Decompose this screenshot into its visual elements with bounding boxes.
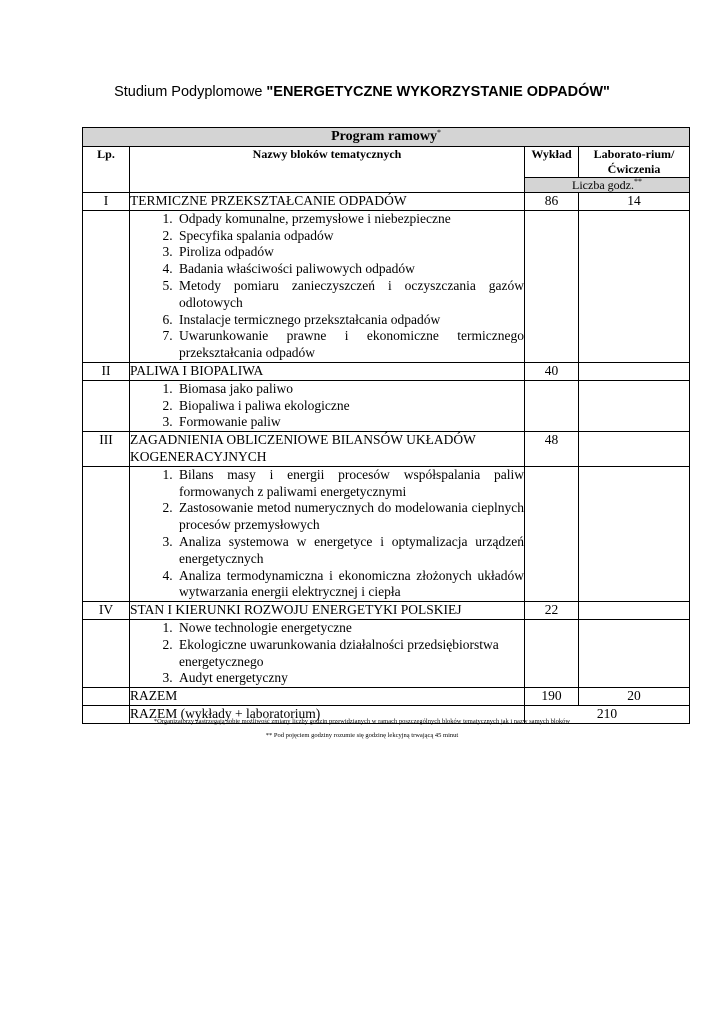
- section-items-cell: [130, 619, 525, 687]
- section-row: [83, 193, 690, 211]
- section-lab: [579, 432, 690, 467]
- empty-cell: [525, 210, 579, 362]
- list-item: 5. Metody pomiaru zanieczyszczeń i oczyszczania gazów odlotowych: [176, 278, 524, 312]
- section-wyklad: 86: [525, 193, 579, 211]
- empty-cell: [579, 210, 690, 362]
- hours-label: Liczba godz.: [572, 178, 634, 192]
- section-lp: III: [83, 432, 130, 467]
- document-title: [0, 84, 724, 100]
- hours-label-mark: **: [633, 177, 642, 186]
- section-items-row: [83, 619, 690, 687]
- empty-cell: [579, 466, 690, 601]
- title-prefix: Studium Podyplomowe: [114, 84, 267, 100]
- header-row: [83, 147, 690, 178]
- empty-cell: [525, 619, 579, 687]
- empty-cell: [83, 380, 130, 431]
- header-lab: Laborato-rium/Ćwiczenia: [579, 147, 690, 178]
- list-item: 4. Analiza termodynamiczna i ekonomiczna złożonych układów wytwarzania energii elektrycznej i ciepła: [176, 568, 524, 602]
- empty-cell: [525, 466, 579, 601]
- program-title: Program ramowy: [331, 129, 437, 144]
- section-lab: 14: [579, 193, 690, 211]
- razem-lab: 20: [579, 688, 690, 706]
- section-items-cell: [130, 380, 525, 431]
- footnote-1: *Organizatorzy zastrzegają sobie możliwość zmiany liczby godzin przewidzianych w ramach poszczególnych bloków tematycznych jak i nazw samych bloków: [153, 718, 571, 725]
- section-lab: [579, 602, 690, 620]
- list-item: 6. Instalacje termicznego przekształcania odpadów: [176, 312, 524, 329]
- section-items-cell: [130, 210, 525, 362]
- empty-cell: [83, 210, 130, 362]
- list-item: 3. Formowanie paliw: [176, 414, 524, 431]
- list-item: 4. Badania właściwości paliwowych odpadów: [176, 261, 524, 278]
- program-title-row: [83, 128, 690, 147]
- list-item: 3. Analiza systemowa w energetyce i optymalizacja urządzeń energetycznych: [176, 534, 524, 568]
- section-name: TERMICZNE PRZEKSZTAŁCANIE ODPADÓW: [130, 193, 525, 211]
- list-item: 1. Biomasa jako paliwo: [176, 381, 524, 398]
- program-title-mark: *: [436, 128, 441, 137]
- section-items-row: [83, 466, 690, 601]
- section-row: [83, 602, 690, 620]
- program-title-cell: [83, 128, 690, 147]
- list-item: 3. Audyt energetyczny: [176, 670, 524, 687]
- empty-cell: [579, 380, 690, 431]
- header-wyklad: Wykład: [525, 147, 579, 178]
- section-wyklad: 48: [525, 432, 579, 467]
- razem-wyklad: 190: [525, 688, 579, 706]
- section-row: [83, 432, 690, 467]
- section-row: [83, 362, 690, 380]
- section-items-row: [83, 210, 690, 362]
- razem-total-value: 210: [525, 705, 690, 723]
- razem-total-label: RAZEM (wykłady + laboratorium): [130, 705, 525, 723]
- list-item: 3. Piroliza odpadów: [176, 244, 524, 261]
- section-items-list: [130, 467, 524, 601]
- section-lp: I: [83, 193, 130, 211]
- section-name: STAN I KIERUNKI ROZWOJU ENERGETYKI POLSKIEJ: [130, 602, 525, 620]
- section-items-list: [130, 211, 524, 362]
- empty-cell: [579, 619, 690, 687]
- razem-row: [83, 688, 690, 706]
- razem-label: RAZEM: [130, 688, 525, 706]
- section-wyklad: 22: [525, 602, 579, 620]
- empty-cell: [83, 619, 130, 687]
- program-table: [82, 127, 690, 724]
- list-item: 7. Uwarunkowanie prawne i ekonomiczne termicznego przekształcania odpadów: [176, 328, 524, 362]
- section-name: PALIWA I BIOPALIWA: [130, 362, 525, 380]
- title-name: "ENERGETYCZNE WYKORZYSTANIE ODPADÓW": [266, 84, 610, 100]
- section-lp: II: [83, 362, 130, 380]
- list-item: 2. Specyfika spalania odpadów: [176, 228, 524, 245]
- list-item: 1. Nowe technologie energetyczne: [176, 620, 524, 637]
- section-lp: IV: [83, 602, 130, 620]
- section-items-list: [130, 620, 524, 687]
- section-items-list: [130, 381, 524, 431]
- empty-cell: [83, 688, 130, 706]
- section-items-row: [83, 380, 690, 431]
- section-name: ZAGADNIENIA OBLICZENIOWE BILANSÓW UKŁADÓW KOGENERACYJNYCH: [130, 432, 525, 467]
- list-item: 1. Bilans masy i energii procesów współspalania paliw formowanych z paliwami energetycznymi: [176, 467, 524, 501]
- list-item: 2. Biopaliwa i paliwa ekologiczne: [176, 398, 524, 415]
- empty-cell: [83, 466, 130, 601]
- hours-label-cell: [525, 178, 690, 193]
- empty-cell: [525, 380, 579, 431]
- list-item: 1. Odpady komunalne, przemysłowe i niebezpieczne: [176, 211, 524, 228]
- list-item: 2. Zastosowanie metod numerycznych do modelowania cieplnych procesów przemysłowych: [176, 500, 524, 534]
- footnote-2: ** Pod pojęciem godziny rozumie się godzinę lekcyjną trwającą 45 minut: [265, 732, 459, 739]
- section-items-cell: [130, 466, 525, 601]
- header-names: Nazwy bloków tematycznych: [130, 147, 525, 193]
- section-lab: [579, 362, 690, 380]
- section-wyklad: 40: [525, 362, 579, 380]
- list-item: 2. Ekologiczne uwarunkowania działalności przedsiębiorstwa energetycznego: [176, 637, 524, 671]
- header-lp: Lp.: [83, 147, 130, 193]
